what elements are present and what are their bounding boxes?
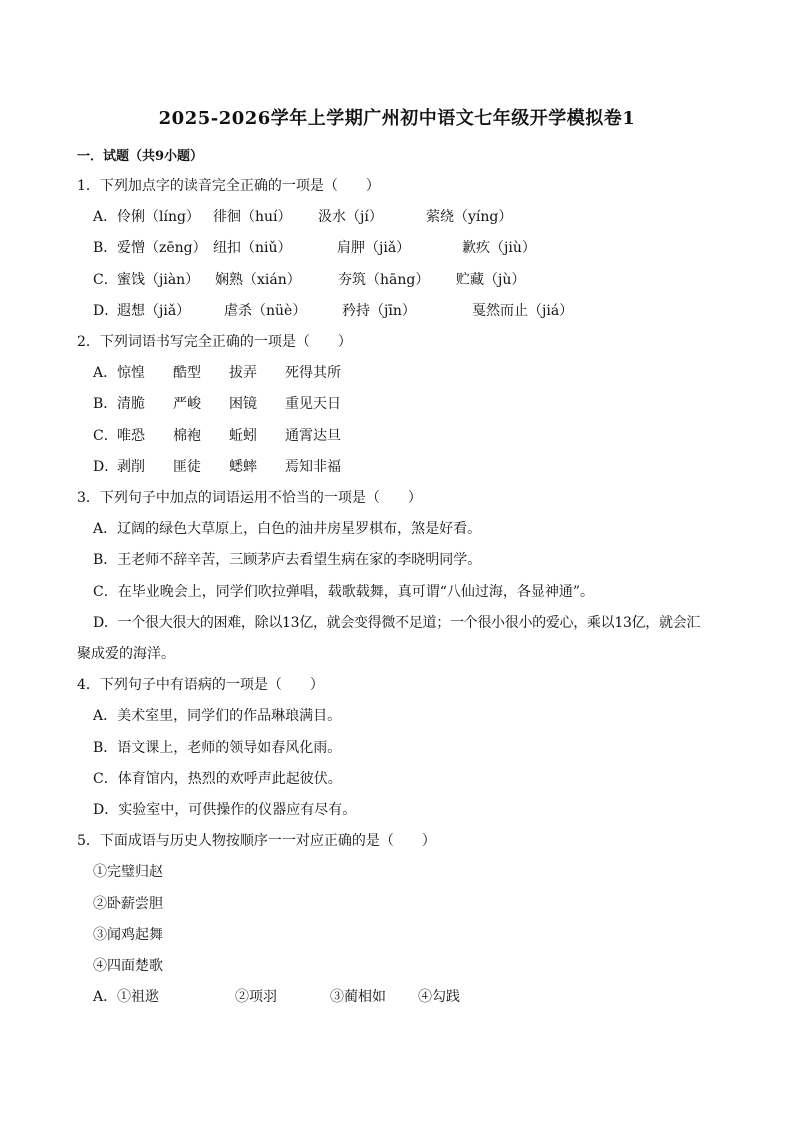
question-4-stem: 4．下列句子中有语病的一项是（ ） [77,677,324,693]
q2-option-b-item: 严峻 [173,396,201,412]
question-1-stem: 1．下列加点字的读音完全正确的一项是（ ） [77,178,380,194]
q2-option-b-item: 清脆 [117,396,145,412]
q1-option-b-letter: B． [93,240,118,256]
q2-option-c-item: 通霄达旦 [285,428,341,444]
q1-option-a-item: 徘徊（huí） [213,209,292,225]
q1-option-c-letter: C． [93,272,118,288]
q2-option-c-item: 唯恐 [117,428,145,444]
q1-option-a-item: 伶俐（líng） [117,209,200,225]
q4-option-a: A．美术室里，同学们的作品琳琅满目。 [93,708,342,724]
q1-option-d-item: 遐想（jiǎ） [117,303,191,319]
q2-option-d-item: 蟋蟀 [229,459,257,475]
q5-option-a-item: ③蔺相如 [330,989,386,1005]
q4-option-b: B．语文课上，老师的领导如春风化雨。 [93,740,342,756]
q2-option-b-item: 困镜 [229,396,257,412]
q5-option-a-item: ①祖逖 [117,989,159,1005]
question-2-stem: 2．下列词语书写完全正确的一项是（ ） [77,334,352,350]
section-heading: 一．试题（共9小题） [77,149,204,164]
q3-option-d: D．一个很大很大的困难，除以13亿，就会变得微不足道；一个很小很小的爱心，乘以13亿，就会汇 [93,615,701,631]
q3-option-a: A．辽阔的绿色大草原上，白色的油井房星罗棋布，煞是好看。 [93,521,482,537]
page-title: 2025-2026学年上学期广州初中语文七年级开学模拟卷1 [158,108,636,129]
q1-option-b-item: 爱憎（zēng） [117,240,207,256]
q1-option-b-item: 纽扣（niǔ） [213,240,292,256]
q2-option-d-letter: D． [93,459,119,475]
q2-option-b-item: 重见天日 [285,396,341,412]
q2-option-b-letter: B． [93,396,118,412]
q2-option-a-item: 惊惶 [117,365,145,381]
q1-option-c-item: 夯筑（hāng） [338,272,430,288]
q5-idiom-item: ①完璧归赵 [93,864,163,880]
q4-option-d: D．实验室中，可供操作的仪器应有尽有。 [93,802,357,818]
q5-idiom-item: ④四面楚歌 [93,958,163,974]
q1-option-a-item: 萦绕（yíng） [426,209,513,225]
q1-option-d-item: 戛然而止（jiá） [472,303,574,319]
q1-option-a-item: 汲水（jí） [318,209,383,225]
q1-option-b-item: 歉疚（jiù） [462,240,536,256]
q1-option-c-item: 贮藏（jù） [456,272,526,288]
q2-option-a-item: 酷型 [173,365,201,381]
q2-option-a-item: 死得其所 [285,365,341,381]
question-3-stem: 3．下列句子中加点的词语运用不恰当的一项是（ ） [77,490,422,506]
q2-option-c-item: 蚯蚓 [229,428,257,444]
question-5-stem: 5．下面成语与历史人物按顺序一一对应正确的是（ ） [77,833,436,849]
q3-option-b: B．王老师不辞辛苦，三顾茅庐去看望生病在家的李晓明同学。 [93,552,482,568]
q2-option-c-letter: C． [93,428,118,444]
q5-option-a-item: ④勾践 [418,989,460,1005]
q1-option-d-letter: D． [93,303,119,319]
q5-option-a-item: ②项羽 [235,989,277,1005]
q1-option-b-item: 肩胛（jiǎ） [337,240,411,256]
q5-idiom-item: ②卧薪尝胆 [93,896,163,912]
q3-option-c: C．在毕业晚会上，同学们吹拉弹唱，载歌载舞，真可谓“八仙过海，各显神通”。 [93,584,595,600]
q2-option-d-item: 匪徒 [173,459,201,475]
q3-option-d-continued: 聚成爱的海洋。 [77,646,175,662]
q1-option-a-letter: A． [93,209,118,225]
q4-option-c: C．体育馆内，热烈的欢呼声此起彼伏。 [93,771,342,787]
q1-option-d-item: 虐杀（nüè） [224,303,307,319]
q1-option-c-item: 娴熟（xián） [215,272,301,288]
q2-option-d-item: 剥削 [117,459,145,475]
q1-option-c-item: 蜜饯（jiàn） [117,272,200,288]
q2-option-d-item: 焉知非福 [285,459,341,475]
q5-idiom-item: ③闻鸡起舞 [93,927,163,943]
q2-option-a-item: 拔弄 [229,365,257,381]
q2-option-c-item: 棉袍 [173,428,201,444]
q2-option-a-letter: A． [93,365,118,381]
q1-option-d-item: 矜持（jīn） [342,303,416,319]
q5-option-a-letter: A． [93,989,118,1005]
